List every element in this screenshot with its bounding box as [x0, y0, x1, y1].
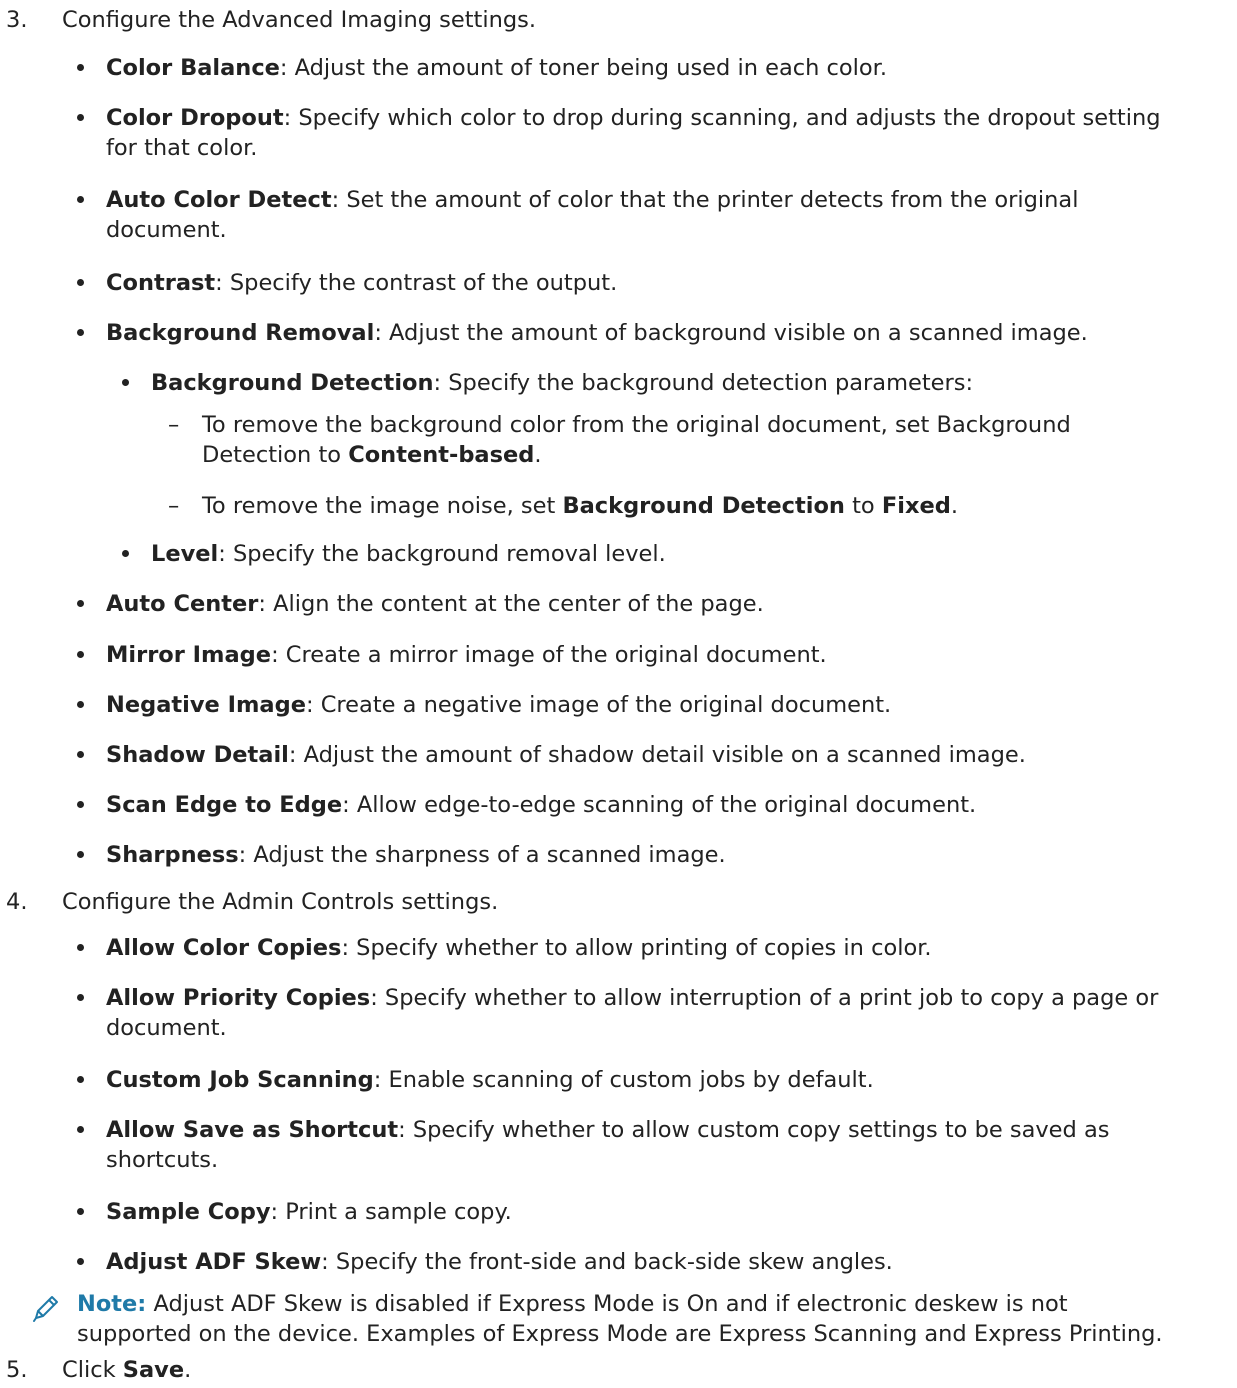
list-item-auto-center: Auto Center: Align the content at the center of the page. — [106, 591, 764, 617]
bullet — [122, 379, 129, 386]
bullet — [77, 651, 84, 658]
bullet — [77, 851, 84, 858]
list-item-mirror-image: Mirror Image: Create a mirror image of the original document. — [106, 642, 827, 668]
bullet — [77, 279, 84, 286]
bullet — [77, 1258, 84, 1265]
step-5-text: Click Save. — [62, 1357, 192, 1383]
bullet — [77, 64, 84, 71]
list-item-sample-copy: Sample Copy: Print a sample copy. — [106, 1199, 512, 1225]
bullet — [77, 751, 84, 758]
list-item-sharpness: Sharpness: Adjust the sharpness of a scanned image. — [106, 842, 726, 868]
list-item-color-dropout-cont: for that color. — [106, 135, 258, 161]
list-item-custom-job-scanning: Custom Job Scanning: Enable scanning of custom jobs by default. — [106, 1067, 874, 1093]
step-4-text: Configure the Admin Controls settings. — [62, 889, 499, 915]
step-3-number: 3. — [6, 7, 28, 33]
list-item-dash-fixed: To remove the image noise, set Background Detection to Fixed. — [202, 493, 958, 519]
list-item-color-dropout: Color Dropout: Specify which color to drop during scanning, and adjusts the dropout setting — [106, 105, 1161, 131]
list-item-contrast: Contrast: Specify the contrast of the output. — [106, 270, 618, 296]
bullet — [77, 196, 84, 203]
step-5-number: 5. — [6, 1357, 28, 1383]
list-item-allow-priority-copies: Allow Priority Copies: Specify whether to allow interruption of a print job to copy a page or — [106, 985, 1159, 1011]
bullet — [77, 1126, 84, 1133]
list-item-background-removal: Background Removal: Adjust the amount of background visible on a scanned image. — [106, 320, 1088, 346]
bullet — [77, 701, 84, 708]
list-item-dash-content-based: To remove the background color from the original document, set Background — [202, 412, 1071, 438]
list-item-color-balance: Color Balance: Adjust the amount of toner being used in each color. — [106, 55, 888, 81]
bullet — [77, 801, 84, 808]
dash-marker: – — [168, 493, 180, 519]
list-item-level: Level: Specify the background removal level. — [151, 541, 666, 567]
list-item-shadow-detail: Shadow Detail: Adjust the amount of shadow detail visible on a scanned image. — [106, 742, 1026, 768]
list-item-allow-save-as-shortcut: Allow Save as Shortcut: Specify whether to allow custom copy settings to be saved as — [106, 1117, 1110, 1143]
list-item-background-detection: Background Detection: Specify the background detection parameters: — [151, 370, 974, 396]
step-3-text: Configure the Advanced Imaging settings. — [62, 7, 537, 33]
list-item-allow-priority-copies-cont: document. — [106, 1015, 227, 1041]
bullet — [77, 114, 84, 121]
list-item-allow-color-copies: Allow Color Copies: Specify whether to allow printing of copies in color. — [106, 935, 932, 961]
pencil-icon — [30, 1292, 62, 1330]
step-4-number: 4. — [6, 889, 28, 915]
bullet — [77, 1208, 84, 1215]
bullet — [122, 550, 129, 557]
note-text-cont: supported on the device. Examples of Express Mode are Express Scanning and Express Printing. — [77, 1321, 1163, 1347]
list-item-adjust-adf-skew: Adjust ADF Skew: Specify the front-side and back-side skew angles. — [106, 1249, 893, 1275]
bullet — [77, 994, 84, 1001]
bullet — [77, 944, 84, 951]
note-text: Note: Adjust ADF Skew is disabled if Express Mode is On and if electronic deskew is not — [77, 1291, 1068, 1317]
list-item-negative-image: Negative Image: Create a negative image of the original document. — [106, 692, 892, 718]
bullet — [77, 1076, 84, 1083]
bullet — [77, 600, 84, 607]
bullet — [77, 329, 84, 336]
list-item-auto-color-detect-cont: document. — [106, 217, 227, 243]
list-item-allow-save-as-shortcut-cont: shortcuts. — [106, 1147, 219, 1173]
list-item-scan-edge-to-edge: Scan Edge to Edge: Allow edge-to-edge scanning of the original document. — [106, 792, 977, 818]
list-item-dash-content-based-cont: Detection to Content-based. — [202, 442, 542, 468]
dash-marker: – — [168, 412, 180, 438]
list-item-auto-color-detect: Auto Color Detect: Set the amount of color that the printer detects from the original — [106, 187, 1079, 213]
